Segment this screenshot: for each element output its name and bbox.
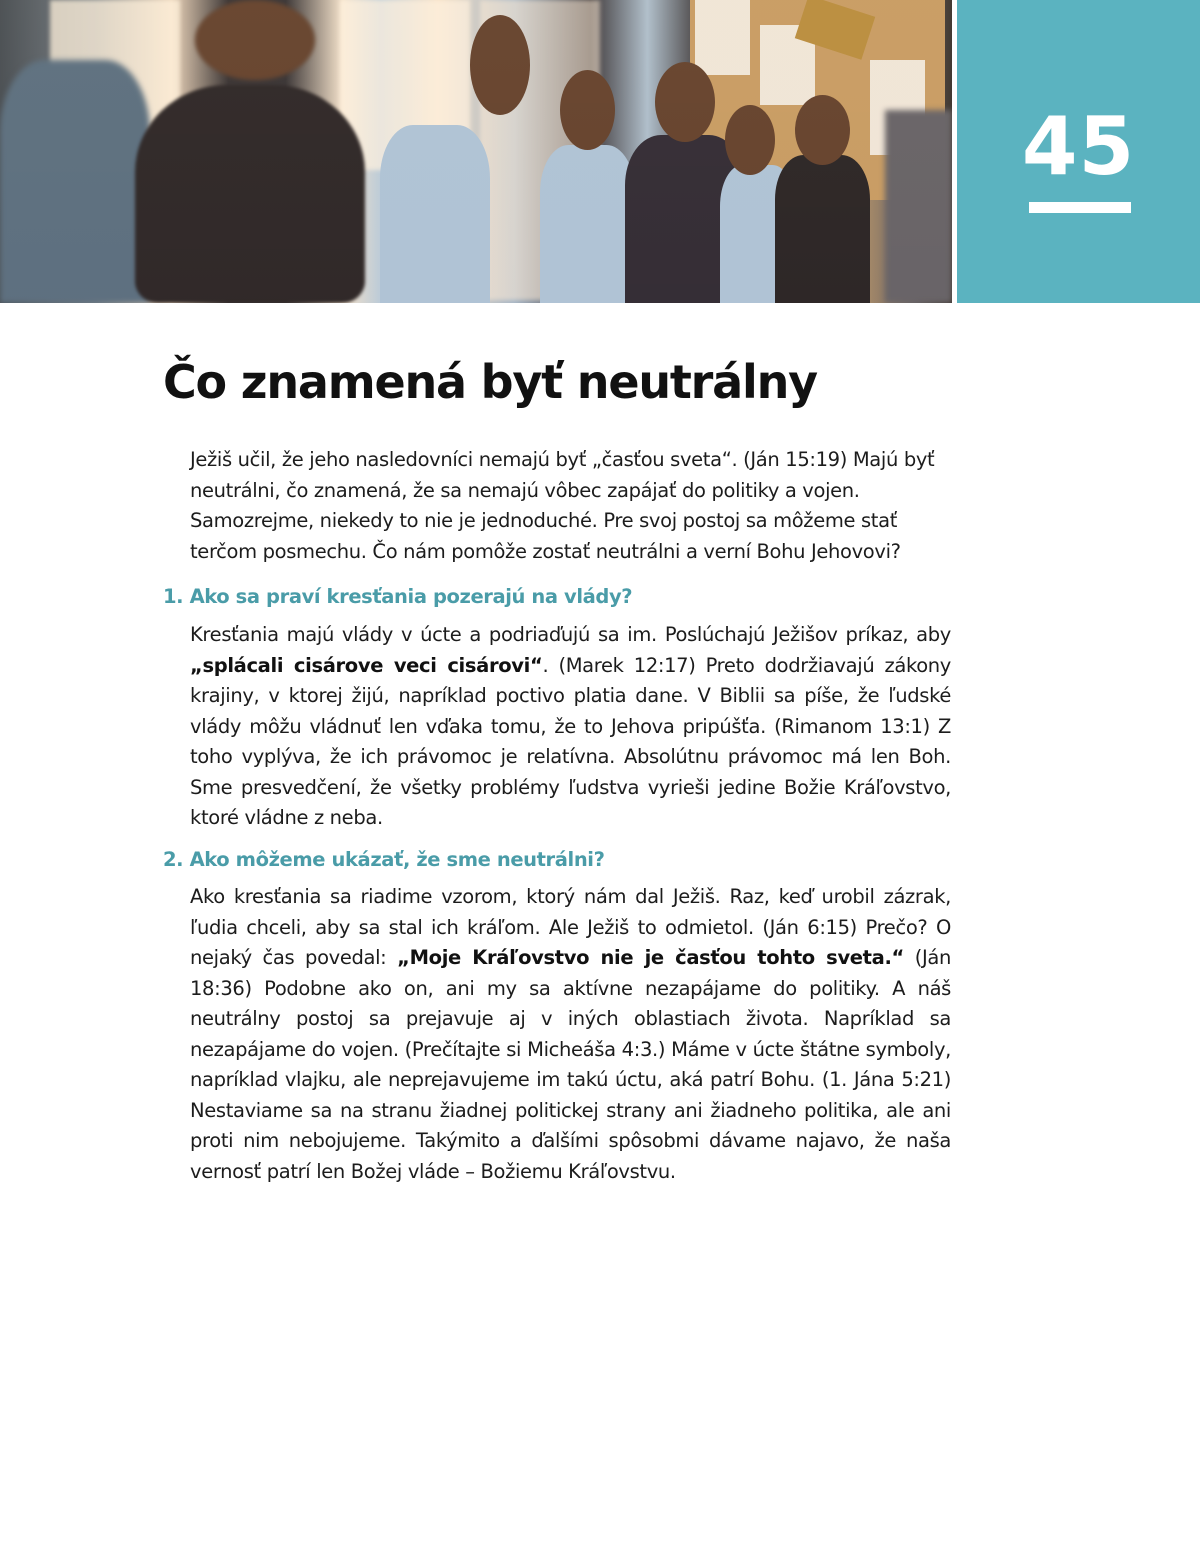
chapter-underline	[1029, 202, 1131, 213]
chapter-badge	[957, 0, 1200, 303]
section-body-1	[190, 620, 951, 834]
header-photo	[0, 0, 952, 303]
bold-quote: „Moje Kráľovstvo nie je časťou tohto sveta.“	[397, 946, 904, 969]
body-text: (Ján 18:36) Podobne ako on, ani my sa aktívne nezapájame do politiky. A náš neutrálny postoj sa prejavuje aj v iných oblastiach života. Napríklad sa nezapájame do vojen. (Prečítajte si Micheáša 4:3.) Máme v úcte štátne symboly, napríklad vlajku, ale neprejavujeme im takú úctu, aká patrí Bohu. (1. Jána 5:21) Nestaviame sa na stranu žiadnej politickej strany ani žiadneho politika, ale ani proti nim nebojujeme. Takýmito a ďalšími spôsobmi dávame najavo, že naša vernosť patrí len Božej vláde – Božiemu Kráľovstvu.	[190, 946, 951, 1183]
body-text: . (Marek 12:17) Preto dodržiavajú zákony krajiny, v ktorej žijú, napríklad poctivo platia dane. V Biblii sa píše, že ľudské vlády môžu vládnuť len vďaka tomu, že to Jehova pripúšťa. (Rimanom 13:1) Z toho vyplýva, že ich právomoc je relatívna. Absolútnu právomoc má len Boh. Sme presvedčení, že všetky problémy ľudstva vyrieši jedine Božie Kráľovstvo, ktoré vládne z neba.	[190, 653, 951, 829]
body-text: Kresťania majú vlády v úcte a podriaďujú sa im. Poslúchajú Ježišov príkaz, aby	[190, 623, 951, 646]
page-title: Čo znamená byť neutrálny	[163, 355, 817, 409]
body-text: Ako kresťania sa riadime vzorom, ktorý nám dal Ježiš. Raz, keď urobil zázrak, ľudia chceli, aby sa stal ich kráľom. Ale Ježiš to odmietol. (Ján 6:15) Prečo? O nejaký čas povedal:	[190, 885, 951, 969]
section-body-2	[190, 882, 951, 1187]
intro-paragraph: Ježiš učil, že jeho nasledovníci nemajú byť „časťou sveta“. (Ján 15:19) Majú byť neutrálni, čo znamená, že sa nemajú vôbec zapájať do politiky a vojen. Samozrejme, niekedy to nie je jednoduché. Pre svoj postoj sa môžeme stať terčom posmechu. Čo nám pomôže zostať neutrálni a verní Bohu Jehovovi?	[190, 448, 935, 563]
section-heading-1: 1. Ako sa praví kresťania pozerajú na vlády?	[163, 585, 633, 608]
section-heading-2: 2. Ako môžeme ukázať, že sme neutrálni?	[163, 848, 605, 871]
bold-quote: „splácali cisárove veci cisárovi“	[190, 653, 543, 677]
photo-tint	[0, 0, 952, 303]
chapter-number: 45	[1021, 100, 1136, 193]
